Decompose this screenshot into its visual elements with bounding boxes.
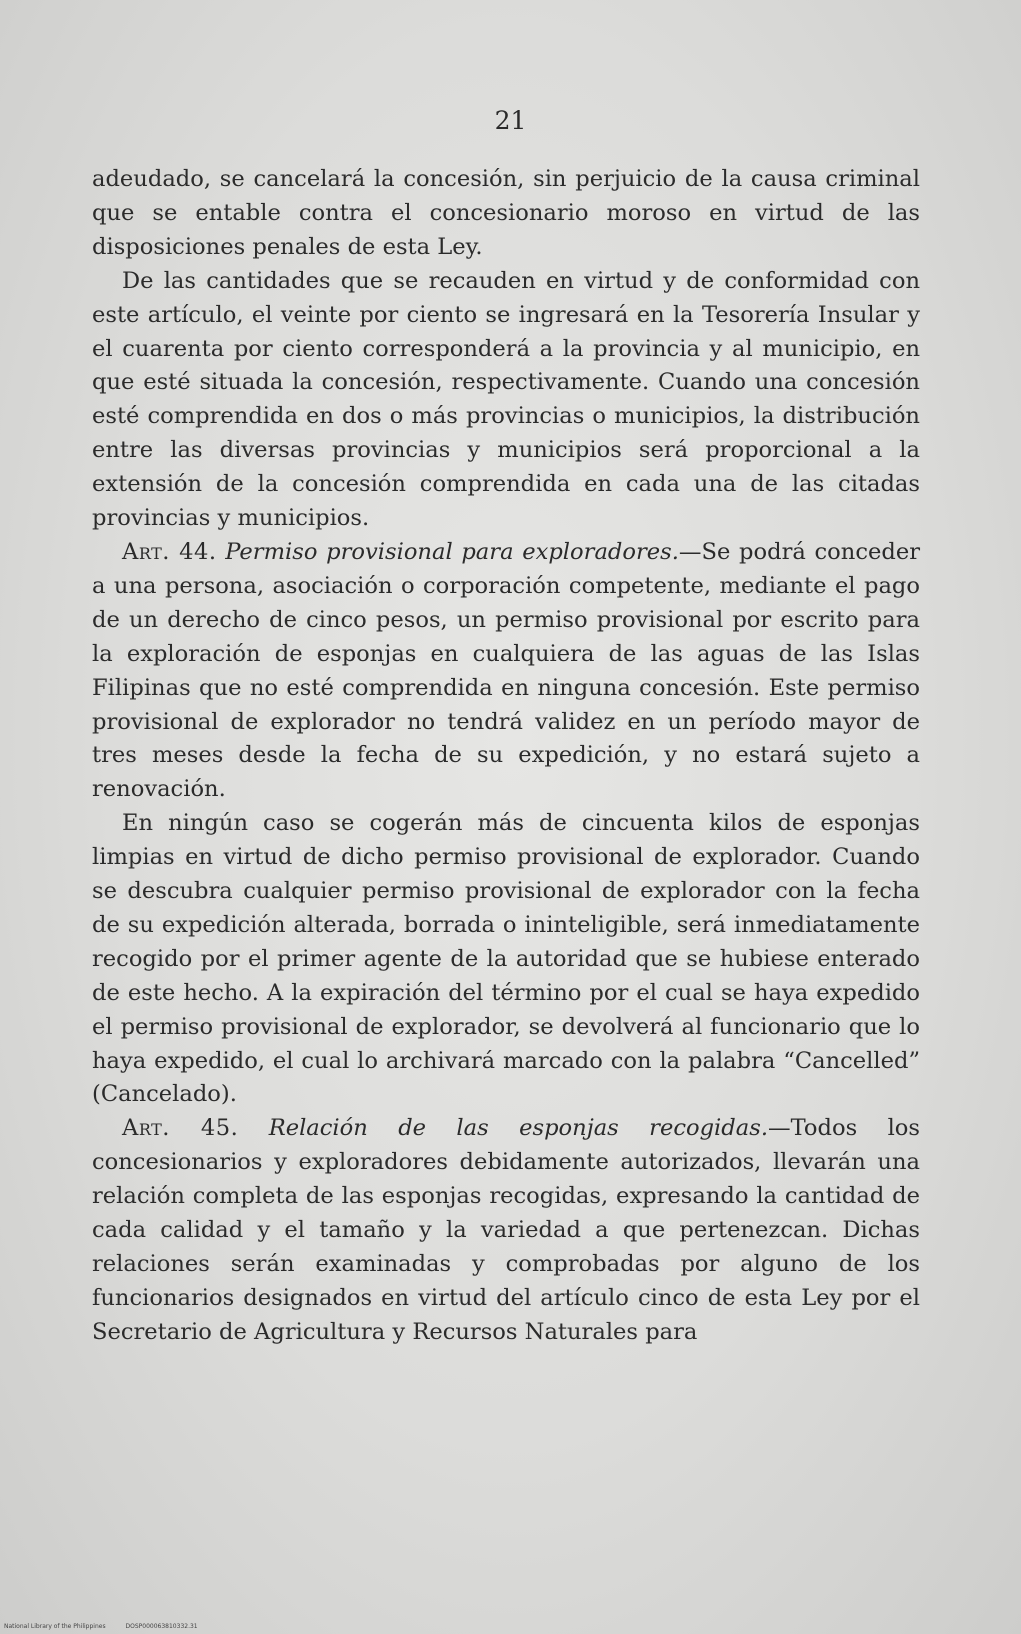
scan-footer — [4, 1623, 216, 1630]
article-45 — [92, 1112, 920, 1349]
article-text: —Se podrá conceder a una persona, asociación o corporación competente, mediante el pago de un derecho de cinco pesos, un permiso provisional por escrito para la exploración de esponjas en cualquiera de las aguas de las Islas Filipinas que no esté comprendida en ninguna concesión. Este permiso provisional de explorador no tendrá validez en un período mayor de tres meses desde la fecha de su expedición, y no estará sujeto a renovación. — [92, 538, 920, 803]
article-text: —Todos los concesionarios y exploradores debidamente autorizados, llevarán una relación completa de las esponjas recogidas, expresando la cantidad de cada calidad y el tamaño y la variedad a que pertenezcan. Dichas relaciones serán examinadas y comprobadas por alguno de los funcionarios designados en virtud del artículo cinco de esta Ley por el Secretario de Agricultura y Recursos Naturales para — [92, 1115, 920, 1345]
paragraph-limits — [92, 807, 920, 1112]
article-label: Art. 44. — [122, 538, 217, 565]
paragraph-continuation — [92, 163, 920, 265]
footer-library: National Library of the Philippines — [4, 1623, 106, 1630]
paragraph-text: De las cantidades que se recauden en virtud y de conformidad con este artículo, el veinte por ciento se ingresará en la Tesorería Insular y el cuarenta por ciento corresponderá a la provincia y al municipio, en que esté situada la concesión, respectivamente. Cuando una concesión esté comprendida en dos o más provincias o municipios, la distribución entre las diversas provincias y municipios será proporcional a la extensión de la concesión comprendida en cada una de las citadas provincias y municipios. — [92, 267, 920, 532]
page-number: 21 — [494, 106, 527, 135]
article-title: Relación de las esponjas recogidas. — [268, 1115, 768, 1142]
footer-code: DOSP000063810332.31 — [125, 1623, 198, 1630]
article-label: Art. 45. — [122, 1115, 239, 1142]
paragraph-distribution — [92, 265, 920, 536]
article-44 — [92, 536, 920, 807]
paragraph-text: En ningún caso se cogerán más de cincuenta kilos de esponjas limpias en virtud de dicho permiso provisional de explorador. Cuando se descubra cualquier permiso provisional de explorador con la fecha de su expedición alterada, borrada o ininteligible, será inmediatamente recogido por el primer agente de la autoridad que se hubiese enterado de este hecho. A la expiración del término por el cual se haya expedido el permiso provisional de explorador, se devolverá al funcionario que lo haya expedido, el cual lo archivará marcado con la palabra “Cancelled” (Cancelado). — [92, 810, 920, 1108]
body-text — [92, 163, 920, 1350]
paragraph-text: adeudado, se cancelará la concesión, sin perjuicio de la causa criminal que se entable contra el concesionario moroso en virtud de las disposiciones penales de esta Ley. — [92, 166, 920, 260]
article-title: Permiso provisional para exploradores. — [225, 538, 679, 565]
